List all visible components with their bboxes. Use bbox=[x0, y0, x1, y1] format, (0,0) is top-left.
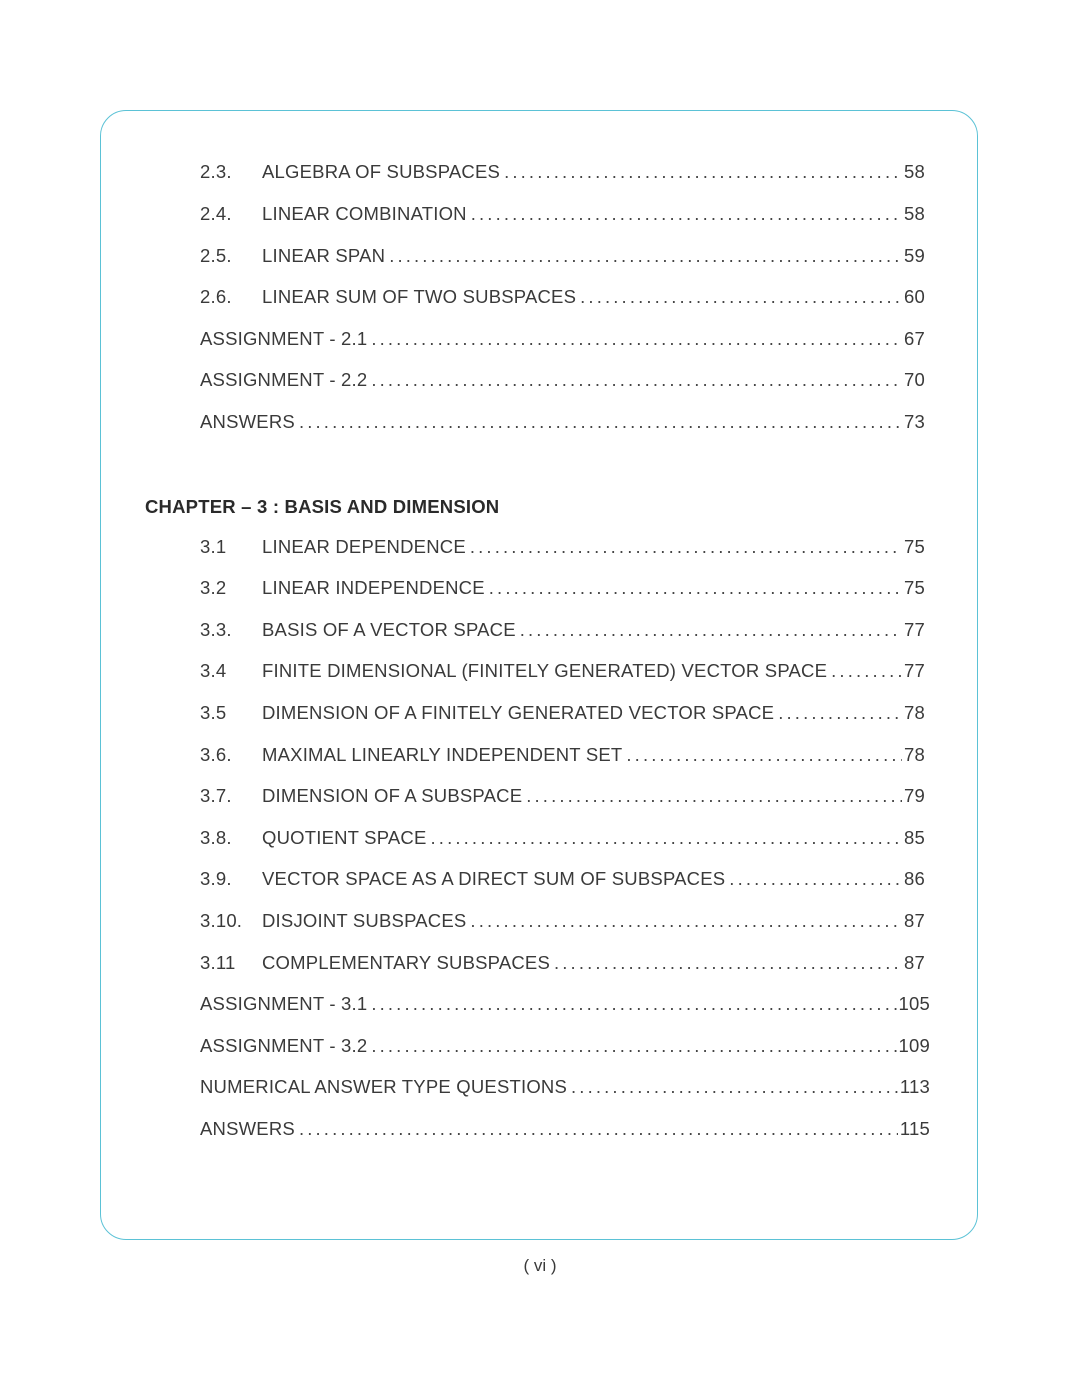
page-footer-number: ( vi ) bbox=[523, 1256, 557, 1275]
page-number: 77 bbox=[904, 619, 925, 640]
leader-dots bbox=[470, 910, 902, 932]
section-title: DISJOINT SUBSPACES bbox=[262, 910, 467, 931]
section-title: FINITE DIMENSIONAL (FINITELY GENERATED) VECTOR SPACE bbox=[262, 660, 828, 681]
toc-entry-assignment-2-2[interactable] bbox=[200, 369, 925, 397]
section-number: 2.6. bbox=[200, 286, 232, 307]
page-number: 78 bbox=[904, 744, 925, 765]
leader-dots bbox=[389, 245, 902, 267]
section-number: 3.10. bbox=[200, 910, 243, 931]
toc-entry-2-6[interactable] bbox=[200, 286, 925, 314]
section-title: COMPLEMENTARY SUBSPACES bbox=[262, 952, 550, 973]
page-number: 105 bbox=[898, 993, 930, 1014]
section-title: BASIS OF A VECTOR SPACE bbox=[262, 619, 516, 640]
leader-dots bbox=[470, 536, 902, 558]
leader-dots bbox=[831, 660, 902, 682]
leader-dots bbox=[520, 619, 902, 641]
section-title: MAXIMAL LINEARLY INDEPENDENT SET bbox=[262, 744, 623, 765]
page-number: 59 bbox=[904, 245, 925, 266]
section-title: LINEAR SUM OF TWO SUBSPACES bbox=[262, 286, 577, 307]
leader-dots bbox=[626, 744, 902, 766]
toc-entry-2-3[interactable] bbox=[200, 161, 925, 189]
entry-title: ASSIGNMENT - 3.1 bbox=[200, 993, 368, 1014]
leader-dots bbox=[504, 161, 902, 183]
entry-title: ASSIGNMENT - 2.1 bbox=[200, 328, 368, 349]
section-number: 3.1 bbox=[200, 536, 227, 557]
section-title: LINEAR DEPENDENCE bbox=[262, 536, 466, 557]
toc-entry-3-10[interactable] bbox=[200, 910, 925, 938]
page-number: 109 bbox=[898, 1035, 930, 1056]
section-title: DIMENSION OF A FINITELY GENERATED VECTOR SPACE bbox=[262, 702, 775, 723]
section-title: LINEAR SPAN bbox=[262, 245, 386, 266]
section-title: QUOTIENT SPACE bbox=[262, 827, 427, 848]
toc-entry-3-1[interactable] bbox=[200, 536, 925, 564]
section-title: ALGEBRA OF SUBSPACES bbox=[262, 161, 501, 182]
leader-dots bbox=[778, 702, 902, 724]
chapter-heading: CHAPTER – 3 : BASIS AND DIMENSION bbox=[145, 496, 500, 517]
page-number: 113 bbox=[899, 1076, 930, 1097]
leader-dots bbox=[554, 952, 902, 974]
toc-entry-3-7[interactable] bbox=[200, 785, 925, 813]
section-title: LINEAR INDEPENDENCE bbox=[262, 577, 485, 598]
page-number: 67 bbox=[904, 328, 925, 349]
toc-entry-3-2[interactable] bbox=[200, 577, 925, 605]
toc-entry-assignment-3-2[interactable] bbox=[200, 1035, 930, 1063]
toc-entry-answers-2[interactable] bbox=[200, 411, 925, 439]
leader-dots bbox=[471, 203, 902, 225]
toc-entry-2-5[interactable] bbox=[200, 245, 925, 273]
section-title: LINEAR COMBINATION bbox=[262, 203, 467, 224]
page-number: 75 bbox=[904, 536, 925, 557]
section-title: DIMENSION OF A SUBSPACE bbox=[262, 785, 523, 806]
section-number: 2.4. bbox=[200, 203, 232, 224]
leader-dots bbox=[729, 868, 902, 890]
leader-dots bbox=[489, 577, 902, 599]
entry-title: ASSIGNMENT - 3.2 bbox=[200, 1035, 368, 1056]
section-number: 3.8. bbox=[200, 827, 232, 848]
leader-dots bbox=[371, 1035, 896, 1057]
toc-entry-3-4[interactable] bbox=[200, 660, 925, 688]
toc-entry-3-8[interactable] bbox=[200, 827, 925, 855]
section-number: 3.5 bbox=[200, 702, 227, 723]
leader-dots bbox=[580, 286, 902, 308]
leader-dots bbox=[371, 369, 902, 391]
entry-title: ANSWERS bbox=[200, 411, 295, 432]
toc-entry-3-5[interactable] bbox=[200, 702, 925, 730]
section-number: 3.11 bbox=[200, 952, 236, 973]
page-number: 58 bbox=[904, 161, 925, 182]
leader-dots bbox=[299, 411, 902, 433]
section-number: 2.3. bbox=[200, 161, 232, 182]
page-number: 115 bbox=[899, 1118, 930, 1139]
page-number: 79 bbox=[904, 785, 925, 806]
leader-dots bbox=[526, 785, 902, 807]
section-number: 3.7. bbox=[200, 785, 232, 806]
leader-dots bbox=[371, 993, 896, 1015]
section-number: 3.6. bbox=[200, 744, 232, 765]
section-number: 2.5. bbox=[200, 245, 232, 266]
toc-entry-answers-3[interactable] bbox=[200, 1118, 930, 1146]
page-number: 75 bbox=[904, 577, 925, 598]
entry-title: NUMERICAL ANSWER TYPE QUESTIONS bbox=[200, 1076, 568, 1097]
section-number: 3.9. bbox=[200, 868, 232, 889]
section-number: 3.4 bbox=[200, 660, 227, 681]
toc-entry-3-11[interactable] bbox=[200, 952, 925, 980]
toc-entry-numerical-questions[interactable] bbox=[200, 1076, 930, 1104]
entry-title: ASSIGNMENT - 2.2 bbox=[200, 369, 368, 390]
toc-entry-3-6[interactable] bbox=[200, 744, 925, 772]
section-number: 3.2 bbox=[200, 577, 227, 598]
page-number: 70 bbox=[904, 369, 925, 390]
page-number: 87 bbox=[904, 952, 925, 973]
toc-entry-2-4[interactable] bbox=[200, 203, 925, 231]
page-number: 60 bbox=[904, 286, 925, 307]
section-title: VECTOR SPACE AS A DIRECT SUM OF SUBSPACES bbox=[262, 868, 726, 889]
section-number: 3.3. bbox=[200, 619, 232, 640]
toc-entry-assignment-2-1[interactable] bbox=[200, 328, 925, 356]
leader-dots bbox=[431, 827, 902, 849]
toc-entry-assignment-3-1[interactable] bbox=[200, 993, 930, 1021]
leader-dots bbox=[371, 328, 902, 350]
toc-entry-3-3[interactable] bbox=[200, 619, 925, 647]
leader-dots bbox=[299, 1118, 898, 1140]
leader-dots bbox=[571, 1076, 898, 1098]
page-number: 58 bbox=[904, 203, 925, 224]
page-number: 86 bbox=[904, 868, 925, 889]
page-number: 85 bbox=[904, 827, 925, 848]
entry-title: ANSWERS bbox=[200, 1118, 295, 1139]
page-number: 87 bbox=[904, 910, 925, 931]
toc-entry-3-9[interactable] bbox=[200, 868, 925, 896]
page-number: 73 bbox=[904, 411, 925, 432]
page-number: 78 bbox=[904, 702, 925, 723]
page-number: 77 bbox=[904, 660, 925, 681]
